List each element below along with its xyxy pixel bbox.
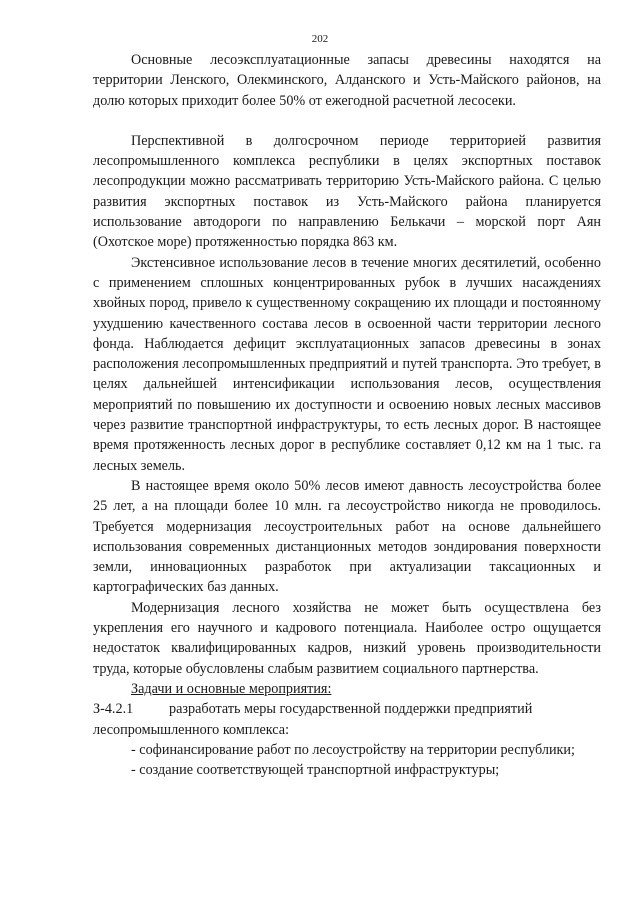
- document-body: [93, 50, 601, 780]
- paragraph-reserves: Основные лесоэксплуатационные запасы древесины находятся на территории Ленского, Олекминского, Алданского и Усть-Майского районов, на долю которых приходит более 50% от ежегодной расчетной лесосеки.: [93, 52, 601, 109]
- paragraph-forest-inventory: В настоящее время около 50% лесов имеют давность лесоустройства более 25 лет, а на площади более 10 млн. га лесоустройство никогда не проводилось. Требуется модернизация лесоустроительных работ на основе дальнейшего использования современных дистанционных методов зондирования поверхности земли, инновационных разработок при актуализации таксационных и картографических баз данных.: [93, 477, 601, 596]
- page-number: 202: [311, 33, 329, 45]
- list-item-co-financing: - софинансирование работ по лесоустройству на территории республики;: [131, 741, 575, 758]
- measure-text-continued: лесопромышленного комплекса:: [93, 721, 290, 738]
- paragraph-extensive-use: Экстенсивное использование лесов в течение многих десятилетий, особенно с применением сплошных концентрированных рубок в лучших насаждениях хвойных пород, привело к существенному сокращению их площади и постоянному ухудшению качественного состава лесов в освоенной части территории лесного фонда. Наблюдается дефицит эксплуатационных запасов древесины в зонах расположения лесопромышленных предприятий и путей транспорта. Это требует, в целях дальнейшей интенсификации использования лесов, осуществления мероприятий по повышению их доступности и освоению новых лесных массивов через развитие транспортной инфраструктуры, то есть лесных дорог. В настоящее время протяженность лесных дорог в республике составляет 0,12 км на 1 тыс. га лесных земель.: [93, 254, 601, 474]
- measure-text: разработать меры государственной поддержки предприятий: [169, 701, 533, 718]
- paragraph-ust-maya-export: Перспективной в долгосрочном периоде территорией развития лесопромышленного комплекса республики в целях экспортных поставок лесопродукции можно рассматривать территорию Усть-Майского района. С целью развития экспортных поставок из Усть-Майского района планируется использование автодороги по направлению Белькачи – морской порт Аян (Охотское море) протяженностью порядка 863 км.: [93, 132, 601, 251]
- measure-item: [93, 699, 601, 719]
- measure-code: З-4.2.1: [93, 701, 134, 718]
- paragraph-modernization: Модернизация лесного хозяйства не может быть осуществлена без укрепления его научного и кадрового потенциала. Наиболее остро ощущается недостаток квалифицированных кадров, низкий уровень производительности труда, которые обусловлены слабым развитием социального партнерства.: [93, 599, 601, 677]
- list-item-infrastructure: - создание соответствующей транспортной инфраструктуры;: [131, 762, 500, 779]
- tasks-heading: Задачи и основные мероприятия:: [131, 680, 332, 697]
